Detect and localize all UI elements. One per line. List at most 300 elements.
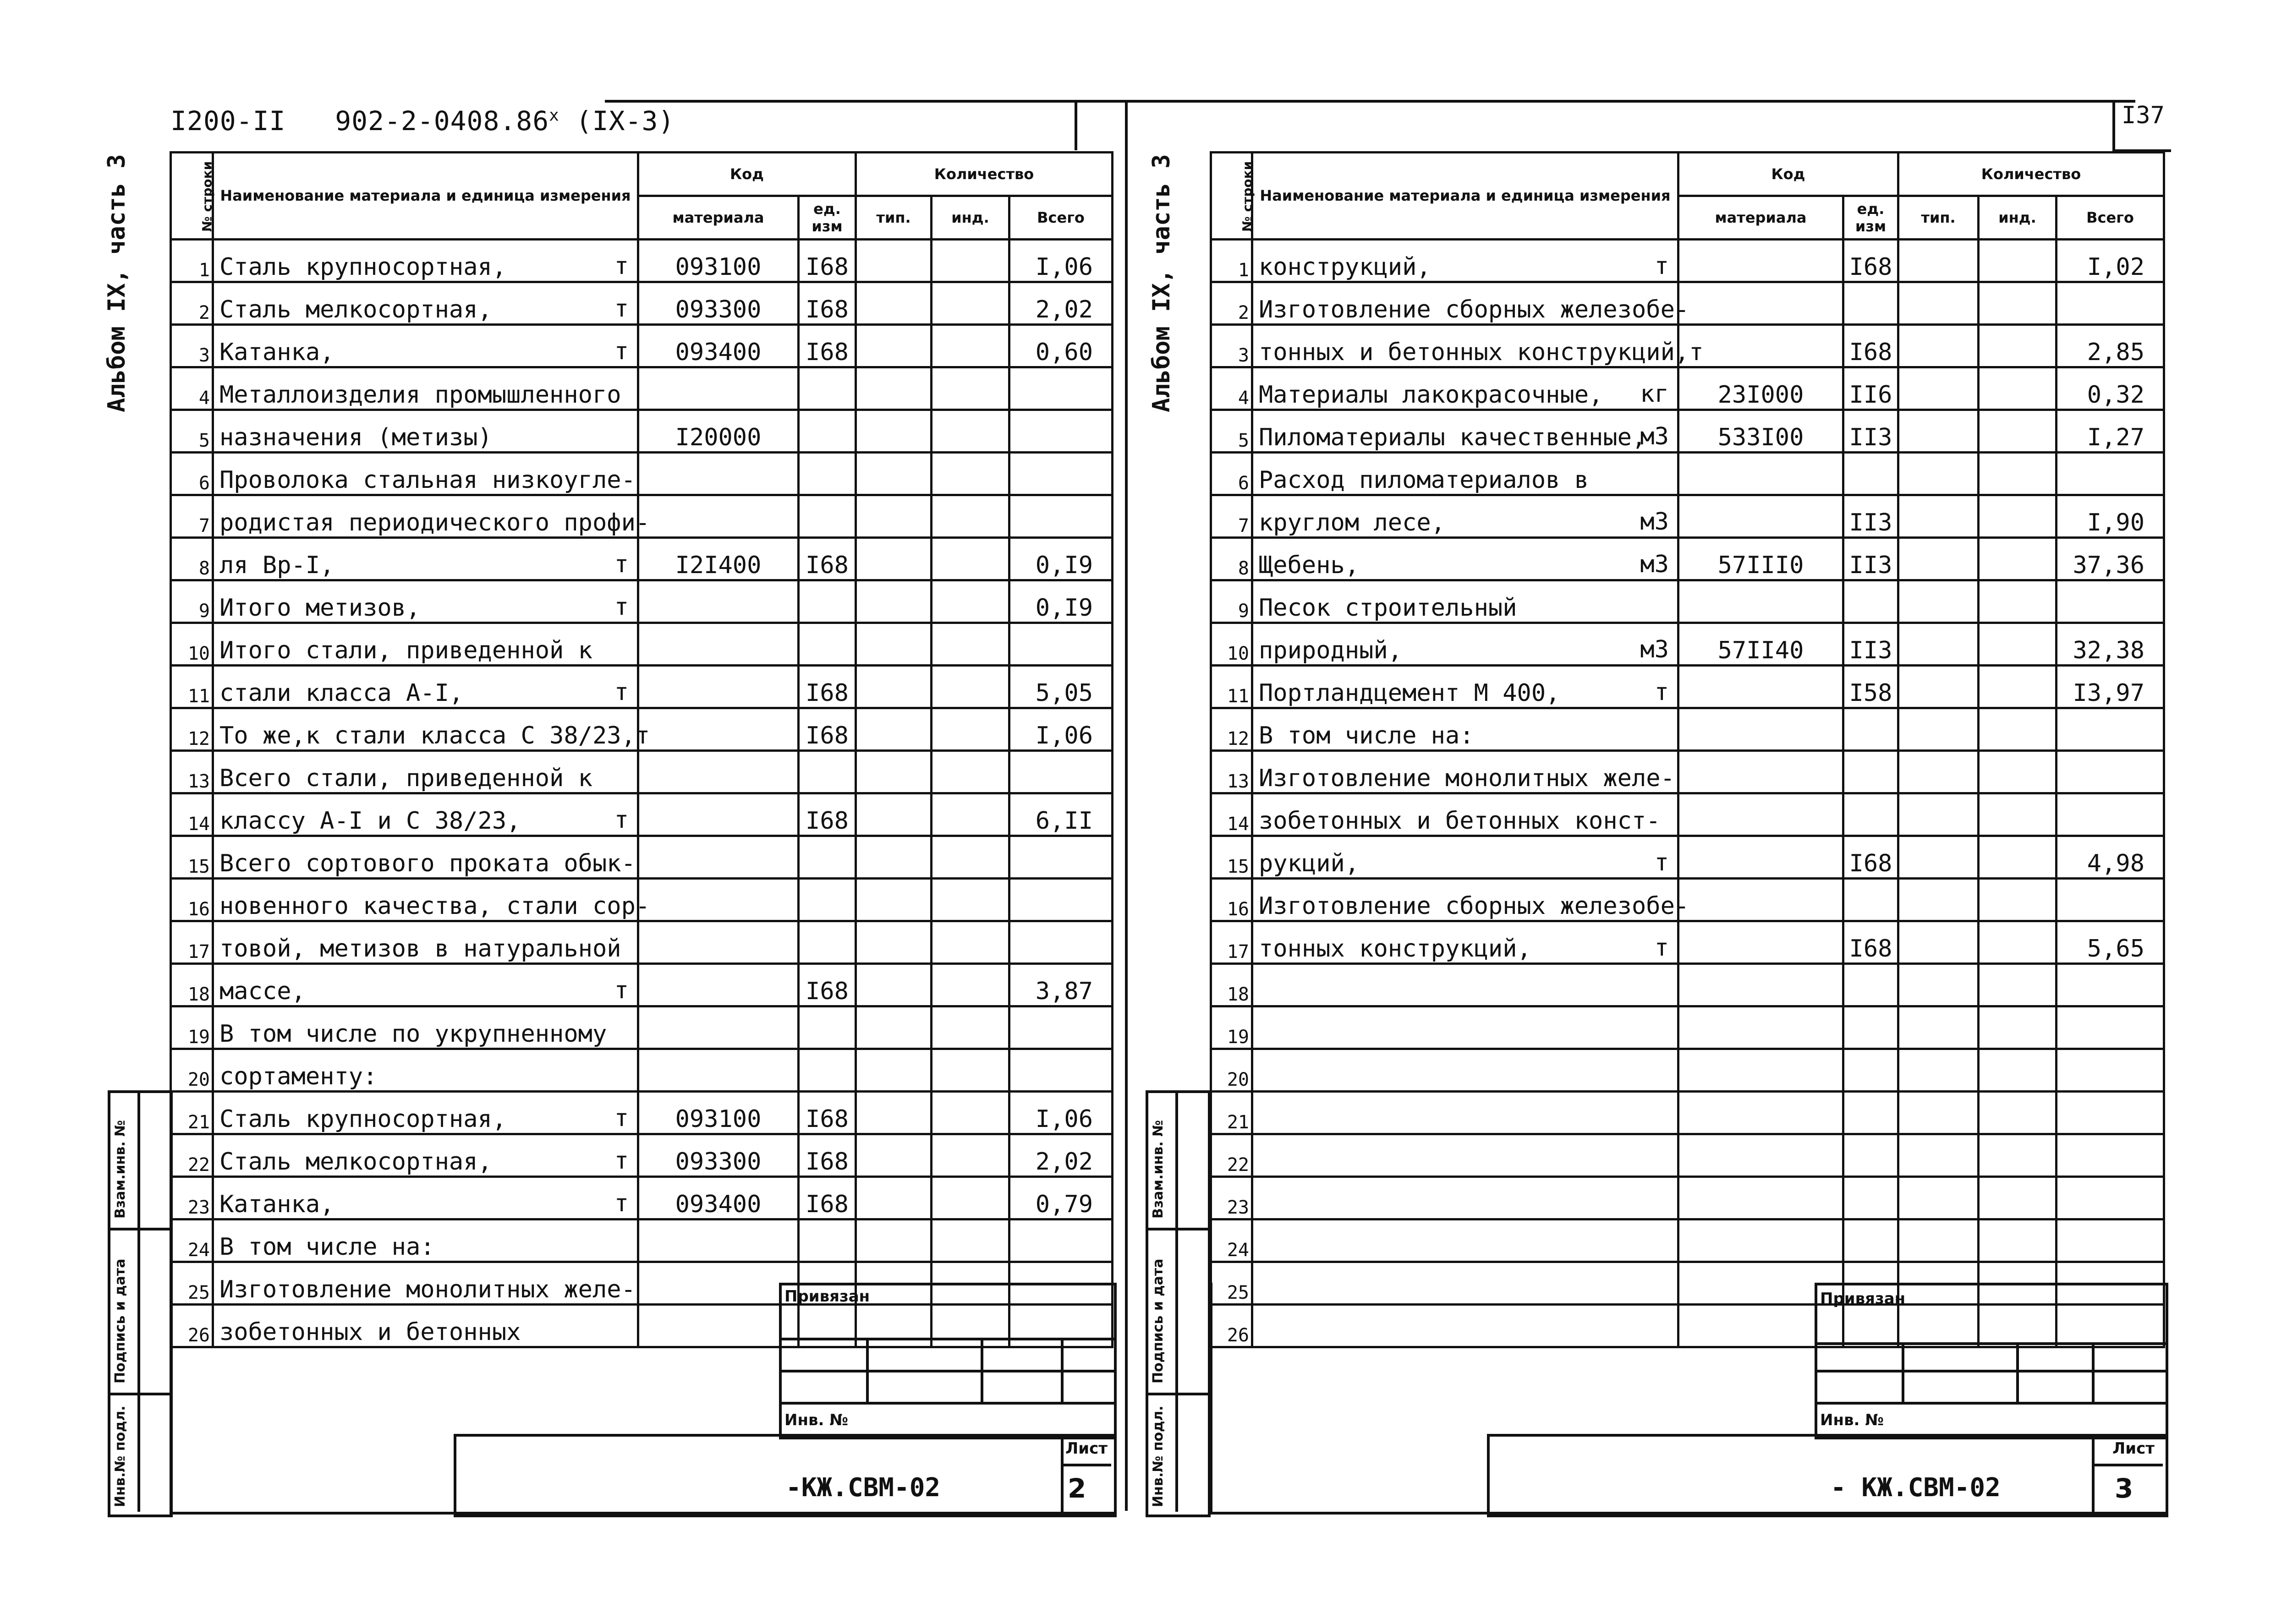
- qty-typ: [856, 325, 932, 367]
- material-code: [1678, 793, 1843, 836]
- material-name: [1252, 1177, 1678, 1219]
- material-code: [1678, 708, 1843, 751]
- qty-typ: [1898, 836, 1979, 879]
- table-row: [1211, 1092, 2164, 1134]
- material-code: [1678, 495, 1843, 538]
- material-name: [213, 1092, 638, 1134]
- unit-code: I68: [1843, 325, 1898, 367]
- sheet-value: 2: [1068, 1473, 1086, 1504]
- qty-typ: [856, 879, 932, 921]
- material-name-text: Катанка,: [219, 1191, 335, 1218]
- unit-code: [799, 1006, 856, 1049]
- material-name-text: классу А-I и С 38/23,: [219, 807, 521, 835]
- qty-typ: [1898, 1006, 1979, 1049]
- row-number: 10: [171, 623, 213, 666]
- qty-typ: [1898, 793, 1979, 836]
- row-number: 6: [171, 453, 213, 495]
- qty-total: [1009, 836, 1113, 879]
- qty-total: [1009, 751, 1113, 793]
- material-code: [638, 580, 799, 623]
- qty-typ: [856, 410, 932, 453]
- material-code: 57II40: [1678, 623, 1843, 666]
- unit-text: т: [614, 295, 629, 323]
- album-label-right: Альбом IX, часть 3: [1148, 154, 1175, 412]
- row-number: 2: [1211, 282, 1252, 325]
- row-number: 4: [1211, 367, 1252, 410]
- col-typ: тип.: [1898, 196, 1979, 240]
- qty-ind: [1979, 623, 2057, 666]
- unit-text: т: [614, 1105, 629, 1132]
- page-divider: [1125, 100, 1128, 1511]
- row-number: 3: [1211, 325, 1252, 367]
- col-total: Всего: [2057, 196, 2164, 240]
- material-code: 093300: [638, 282, 799, 325]
- material-name-text: массе,: [219, 978, 306, 1005]
- material-name-text: конструкций,: [1259, 253, 1431, 281]
- material-name: [1252, 879, 1689, 921]
- row-number: 20: [171, 1049, 213, 1092]
- table-row: [171, 282, 1113, 325]
- row-number: 23: [1211, 1177, 1252, 1219]
- qty-total: 2,02: [1009, 1134, 1113, 1177]
- row-number: 24: [171, 1219, 213, 1262]
- qty-typ: [856, 836, 932, 879]
- qty-typ: [856, 623, 932, 666]
- table-row: [171, 325, 1113, 367]
- col-row-no: № строки: [171, 153, 213, 240]
- qty-ind: [1979, 580, 2057, 623]
- row-number: 11: [1211, 666, 1252, 708]
- table-row: [171, 879, 1113, 921]
- unit-code: I68: [799, 325, 856, 367]
- qty-total: [2057, 708, 2164, 751]
- qty-typ: [856, 1006, 932, 1049]
- material-code: [1678, 1177, 1843, 1219]
- material-name-text: назначения (метизы): [219, 424, 492, 451]
- side-divider: [137, 1090, 140, 1512]
- unit-code: [1843, 453, 1898, 495]
- table-row: [1211, 623, 2164, 666]
- row-number: 2: [171, 282, 213, 325]
- table-row: [1211, 495, 2164, 538]
- qty-total: [2057, 1006, 2164, 1049]
- stamp-line: [1815, 1370, 2166, 1372]
- material-name: [213, 793, 638, 836]
- qty-ind: [932, 495, 1009, 538]
- qty-typ: [856, 580, 932, 623]
- qty-ind: [1979, 793, 2057, 836]
- table-row: [171, 580, 1113, 623]
- sheet-label: Лист: [2112, 1439, 2155, 1458]
- qty-ind: [1979, 1219, 2057, 1262]
- qty-total: 0,32: [2057, 367, 2164, 410]
- qty-total: I,02: [2057, 240, 2164, 282]
- header-doc-number: 902-2-0408.86: [335, 105, 549, 137]
- material-code: [638, 1219, 799, 1262]
- qty-total: 6,II: [1009, 793, 1113, 836]
- material-code: [638, 879, 799, 921]
- material-name: [213, 240, 638, 282]
- qty-total: I,06: [1009, 708, 1113, 751]
- qty-typ: [856, 367, 932, 410]
- qty-typ: [1898, 1092, 1979, 1134]
- material-code: [638, 666, 799, 708]
- document-code-block-right: [1487, 1434, 2168, 1517]
- qty-ind: [932, 921, 1009, 964]
- col-row-no: № строки: [1211, 153, 1252, 240]
- material-name-text: товой, метизов в натуральной: [219, 935, 621, 962]
- row-number: 1: [171, 240, 213, 282]
- table-row: [1211, 240, 2164, 282]
- unit-text: м3: [1640, 636, 1669, 663]
- material-code: [1678, 751, 1843, 793]
- qty-total: [1009, 879, 1113, 921]
- qty-ind: [932, 793, 1009, 836]
- qty-typ: [1898, 666, 1979, 708]
- row-number: 14: [171, 793, 213, 836]
- row-number: 13: [1211, 751, 1252, 793]
- unit-code: I68: [1843, 240, 1898, 282]
- qty-ind: [1979, 1092, 2057, 1134]
- stamp-line: [779, 1370, 1114, 1372]
- material-name: [1252, 580, 1678, 623]
- material-name: [1252, 1006, 1678, 1049]
- unit-text: т: [614, 1190, 629, 1217]
- qty-total: [2057, 1134, 2164, 1177]
- unit-code: [799, 453, 856, 495]
- unit-code: I68: [799, 708, 856, 751]
- table-row: [171, 793, 1113, 836]
- material-name-text: В том числе на:: [1259, 722, 1474, 749]
- qty-ind: [932, 666, 1009, 708]
- qty-total: [2057, 1092, 2164, 1134]
- material-name: [1252, 1134, 1678, 1177]
- table-row: [1211, 1006, 2164, 1049]
- table-row: [1211, 921, 2164, 964]
- unit-code: I68: [799, 1092, 856, 1134]
- qty-ind: [932, 282, 1009, 325]
- qty-ind: [932, 410, 1009, 453]
- material-code: [1678, 1134, 1843, 1177]
- unit-code: [799, 1219, 856, 1262]
- qty-total: [2057, 1177, 2164, 1219]
- table-row: [171, 1049, 1113, 1092]
- material-code: [638, 367, 799, 410]
- material-code: [638, 1049, 799, 1092]
- unit-code: [799, 580, 856, 623]
- material-name-text: Катанка,: [219, 339, 335, 366]
- unit-code: [1843, 1177, 1898, 1219]
- stamp-line: [779, 1338, 1114, 1340]
- qty-ind: [1979, 495, 2057, 538]
- qty-typ: [1898, 1219, 1979, 1262]
- qty-typ: [856, 1092, 932, 1134]
- material-name: [1252, 1092, 1678, 1134]
- material-name: [213, 623, 638, 666]
- material-name: [213, 580, 638, 623]
- material-name-text: Изготовление сборных железобе-: [1259, 892, 1689, 920]
- qty-total: 0,I9: [1009, 580, 1113, 623]
- material-code: [638, 836, 799, 879]
- table-row: [1211, 836, 2164, 879]
- table-row: [1211, 1219, 2164, 1262]
- col-ind: инд.: [932, 196, 1009, 240]
- qty-typ: [856, 495, 932, 538]
- qty-typ: [1898, 410, 1979, 453]
- unit-code: [799, 751, 856, 793]
- material-name: [1252, 751, 1678, 793]
- unit-code: I68: [799, 1177, 856, 1219]
- stamp-line: [1061, 1434, 1064, 1512]
- unit-code: [1843, 1134, 1898, 1177]
- qty-typ: [856, 538, 932, 580]
- qty-typ: [856, 964, 932, 1006]
- material-name: [213, 1219, 638, 1262]
- qty-total: I,27: [2057, 410, 2164, 453]
- unit-code: I68: [799, 538, 856, 580]
- stamp-line: [981, 1338, 983, 1402]
- unit-code: I68: [1843, 921, 1898, 964]
- table-row: [171, 666, 1113, 708]
- row-number: 19: [1211, 1006, 1252, 1049]
- stamp-line: [2092, 1464, 2163, 1466]
- qty-typ: [856, 666, 932, 708]
- col-total: Всего: [1009, 196, 1113, 240]
- qty-ind: [1979, 921, 2057, 964]
- material-code: 093400: [638, 1177, 799, 1219]
- qty-ind: [1979, 367, 2057, 410]
- table-row: [171, 1134, 1113, 1177]
- col-unit: ед. изм: [799, 196, 856, 240]
- material-name-text: Сталь крупносортная,: [219, 1105, 507, 1133]
- material-code: [1678, 879, 1843, 921]
- unit-code: II3: [1843, 538, 1898, 580]
- row-number: 7: [171, 495, 213, 538]
- qty-ind: [1979, 1177, 2057, 1219]
- side-label-sign-date: Подпись и дата: [112, 1258, 128, 1383]
- unit-text: кг: [1640, 380, 1669, 408]
- row-number: 4: [171, 367, 213, 410]
- unit-text: т: [614, 806, 629, 834]
- qty-typ: [856, 708, 932, 751]
- material-code: [638, 495, 799, 538]
- material-name-text: Пиломатериалы качественные,: [1259, 424, 1646, 451]
- row-number: 17: [1211, 921, 1252, 964]
- qty-ind: [932, 1219, 1009, 1262]
- materials-table-left: [170, 151, 1113, 1348]
- material-code: [1678, 1219, 1843, 1262]
- col-quantity: Количество: [856, 153, 1113, 196]
- document-header: [170, 105, 675, 137]
- unit-code: [1843, 1219, 1898, 1262]
- row-number: 16: [1211, 879, 1252, 921]
- qty-ind: [1979, 836, 2057, 879]
- table-row: [171, 751, 1113, 793]
- row-number: 15: [1211, 836, 1252, 879]
- table-row: [1211, 964, 2164, 1006]
- qty-typ: [856, 453, 932, 495]
- unit-text: т: [1654, 678, 1669, 706]
- material-name: [1252, 410, 1678, 453]
- row-number: 25: [1211, 1262, 1252, 1305]
- qty-total: I3,97: [2057, 666, 2164, 708]
- unit-code: I68: [799, 666, 856, 708]
- table-row: [171, 240, 1113, 282]
- table-row: [1211, 580, 2164, 623]
- qty-total: [1009, 1219, 1113, 1262]
- unit-code: [799, 367, 856, 410]
- qty-ind: [1979, 240, 2057, 282]
- table-row: [1211, 666, 2164, 708]
- qty-ind: [932, 836, 1009, 879]
- table-row: [171, 538, 1113, 580]
- row-number: 8: [171, 538, 213, 580]
- material-name: [213, 1006, 638, 1049]
- material-name-text: Изготовление сборных железобе-: [1259, 296, 1689, 323]
- material-name-text: тонных и бетонных конструкций,т: [1259, 339, 1704, 366]
- qty-typ: [1898, 1177, 1979, 1219]
- top-rule-left: [605, 100, 1136, 103]
- qty-ind: [932, 751, 1009, 793]
- qty-typ: [856, 1049, 932, 1092]
- row-number: 5: [171, 410, 213, 453]
- material-name: [213, 666, 638, 708]
- qty-ind: [932, 1049, 1009, 1092]
- unit-code: [1843, 1092, 1898, 1134]
- unit-text: т: [614, 678, 629, 706]
- material-code: 23I000: [1678, 367, 1843, 410]
- material-code: [638, 1006, 799, 1049]
- qty-ind: [932, 1134, 1009, 1177]
- qty-total: 0,60: [1009, 325, 1113, 367]
- material-code: [638, 623, 799, 666]
- row-number: 9: [1211, 580, 1252, 623]
- row-number: 12: [1211, 708, 1252, 751]
- material-code: 093100: [638, 1092, 799, 1134]
- qty-ind: [1979, 964, 2057, 1006]
- attached-label: Привязан: [1820, 1290, 1906, 1308]
- row-number: 18: [171, 964, 213, 1006]
- qty-ind: [932, 1092, 1009, 1134]
- header-doc-sup: x: [549, 106, 559, 125]
- unit-code: [1843, 708, 1898, 751]
- unit-code: [799, 623, 856, 666]
- qty-typ: [1898, 453, 1979, 495]
- qty-total: [1009, 495, 1113, 538]
- page-divider-top: [1075, 100, 1077, 150]
- row-number: 26: [171, 1305, 213, 1347]
- inv-no-label: Инв. №: [1820, 1411, 1884, 1429]
- material-name-text: Щебень,: [1259, 552, 1360, 579]
- qty-total: [2057, 580, 2164, 623]
- material-name: [213, 325, 638, 367]
- material-code: [638, 708, 799, 751]
- material-name-text: Всего стали, приведенной к: [219, 765, 592, 792]
- qty-total: [2057, 453, 2164, 495]
- material-name-text: Песок строительный: [1259, 594, 1517, 622]
- table-row: [171, 1006, 1113, 1049]
- row-number: 15: [171, 836, 213, 879]
- col-name: Наименование материала и единица измерения: [1252, 153, 1678, 240]
- qty-typ: [1898, 708, 1979, 751]
- qty-typ: [1898, 367, 1979, 410]
- material-code: [1678, 1006, 1843, 1049]
- material-name: [1252, 964, 1678, 1006]
- row-number: 7: [1211, 495, 1252, 538]
- attached-label: Привязан: [784, 1287, 870, 1306]
- stamp-line: [1061, 1464, 1111, 1466]
- qty-ind: [932, 1006, 1009, 1049]
- qty-ind: [932, 367, 1009, 410]
- qty-ind: [932, 623, 1009, 666]
- material-name: [1252, 367, 1678, 410]
- qty-total: [1009, 453, 1113, 495]
- col-typ: тип.: [856, 196, 932, 240]
- material-name: [213, 1177, 638, 1219]
- table-row: [171, 1177, 1113, 1219]
- table-row: [171, 453, 1113, 495]
- row-number: 6: [1211, 453, 1252, 495]
- material-code: [638, 921, 799, 964]
- unit-text: т: [614, 551, 629, 578]
- unit-text: м3: [1640, 508, 1669, 536]
- material-name: [213, 921, 638, 964]
- qty-total: 37,36: [2057, 538, 2164, 580]
- album-label-left: Альбом IX, часть 3: [103, 154, 131, 412]
- row-number: 21: [1211, 1092, 1252, 1134]
- table-row: [1211, 708, 2164, 751]
- unit-code: [1843, 793, 1898, 836]
- qty-total: 2,02: [1009, 282, 1113, 325]
- qty-total: [1009, 367, 1113, 410]
- row-number: 12: [171, 708, 213, 751]
- qty-total: 5,05: [1009, 666, 1113, 708]
- qty-typ: [1898, 1049, 1979, 1092]
- qty-total: [2057, 282, 2164, 325]
- table-row: [171, 623, 1113, 666]
- material-name-text: стали класса А-I,: [219, 679, 464, 707]
- row-number: 20: [1211, 1049, 1252, 1092]
- material-name: [213, 1049, 638, 1092]
- qty-typ: [1898, 282, 1979, 325]
- unit-code: [799, 410, 856, 453]
- stamp-line: [1815, 1402, 2166, 1405]
- table-row: [1211, 1049, 2164, 1092]
- col-quantity: Количество: [1898, 153, 2164, 196]
- material-name: [213, 751, 638, 793]
- qty-typ: [856, 1219, 932, 1262]
- table-row: [171, 1092, 1113, 1134]
- qty-total: [1009, 921, 1113, 964]
- qty-typ: [1898, 879, 1979, 921]
- row-number: 13: [171, 751, 213, 793]
- qty-total: [1009, 1049, 1113, 1092]
- material-code: [1678, 453, 1843, 495]
- qty-ind: [932, 325, 1009, 367]
- side-divider: [1175, 1090, 1178, 1512]
- material-name-text: природный,: [1259, 637, 1403, 664]
- qty-total: [1009, 1006, 1113, 1049]
- qty-typ: [1898, 495, 1979, 538]
- table-row: [171, 410, 1113, 453]
- unit-code: I68: [799, 240, 856, 282]
- material-name: [1252, 1049, 1678, 1092]
- material-name: [1252, 325, 1704, 367]
- material-name-text: ля Вр-I,: [219, 552, 335, 579]
- unit-text: м3: [1640, 423, 1669, 450]
- row-number: 8: [1211, 538, 1252, 580]
- row-number: 10: [1211, 623, 1252, 666]
